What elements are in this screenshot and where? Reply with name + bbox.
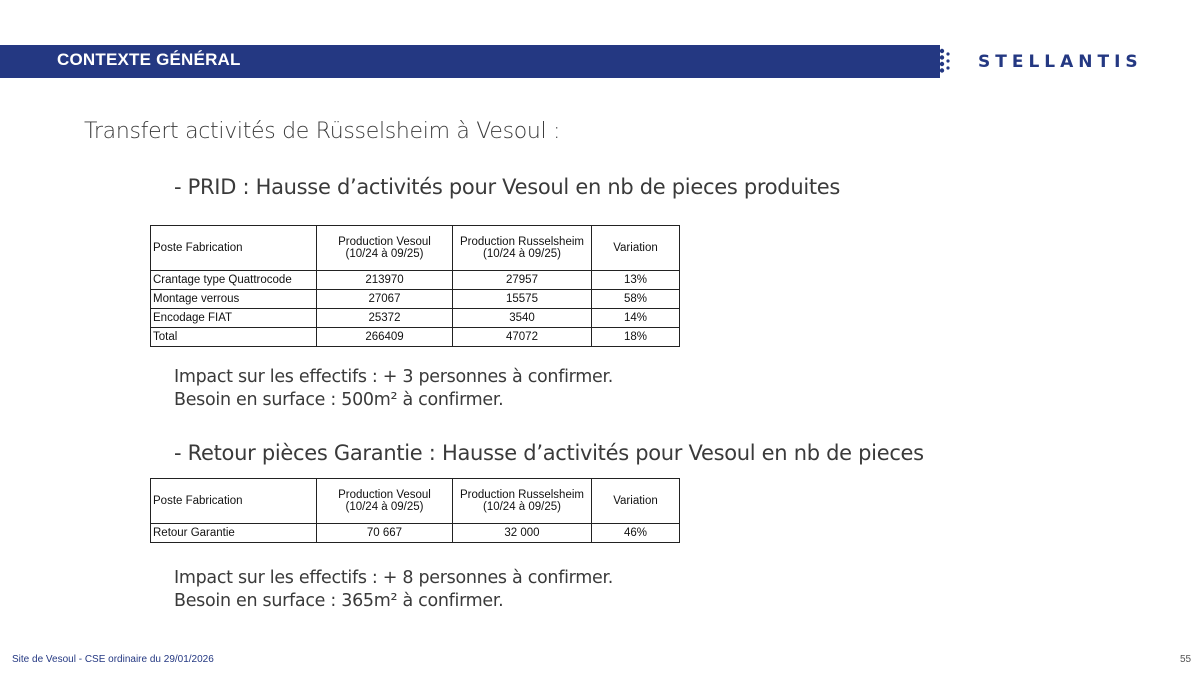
cell-poste: Total [151, 328, 317, 347]
garantie-table [150, 478, 680, 543]
table-row-total [151, 328, 680, 347]
page-number: 55 [1180, 654, 1192, 665]
table-row [151, 309, 680, 328]
cell-vesoul: 266409 [317, 328, 453, 347]
surface-need-text: Besoin en surface : 500m² à confirmer. [174, 390, 504, 410]
surface-need-text: Besoin en surface : 365m² à confirmer. [174, 591, 504, 611]
cell-poste: Encodage FIAT [151, 309, 317, 328]
header-russelsheim: Production Russelsheim (10/24 à 09/25) [453, 226, 592, 271]
cell-variation: 46% [592, 524, 680, 543]
cell-poste: Montage verrous [151, 290, 317, 309]
cell-russelsheim: 32 000 [453, 524, 592, 543]
section1-subtitle: - PRID : Hausse d’activités pour Vesoul en nb de pieces produites [174, 175, 841, 199]
footer-caption: Site de Vesoul - CSE ordinaire du 29/01/2026 [12, 654, 214, 665]
staff-impact-text: Impact sur les effectifs : + 8 personnes à confirmer. [174, 568, 613, 588]
table-row [151, 524, 680, 543]
header-variation: Variation [592, 479, 680, 524]
header-poste: Poste Fabrication [151, 479, 317, 524]
header-vesoul: Production Vesoul (10/24 à 09/25) [317, 479, 453, 524]
header-variation: Variation [592, 226, 680, 271]
table-row [151, 290, 680, 309]
brand-dots-icon [936, 45, 956, 78]
prid-table [150, 225, 680, 347]
cell-variation: 58% [592, 290, 680, 309]
cell-russelsheim: 27957 [453, 271, 592, 290]
cell-russelsheim: 3540 [453, 309, 592, 328]
intro-heading: Transfert activités de Rüsselsheim à Vesoul : [84, 119, 561, 144]
stellantis-logo: STELLANTIS [978, 52, 1143, 72]
slide-title: CONTEXTE GÉNÉRAL [57, 50, 241, 69]
section2-notes [174, 567, 613, 613]
header-russelsheim: Production Russelsheim (10/24 à 09/25) [453, 479, 592, 524]
cell-poste: Crantage type Quattrocode [151, 271, 317, 290]
cell-vesoul: 70 667 [317, 524, 453, 543]
section1-notes [174, 366, 613, 412]
table-header-row [151, 479, 680, 524]
cell-russelsheim: 47072 [453, 328, 592, 347]
staff-impact-text: Impact sur les effectifs : + 3 personnes à confirmer. [174, 367, 613, 387]
cell-poste: Retour Garantie [151, 524, 317, 543]
cell-variation: 14% [592, 309, 680, 328]
cell-vesoul: 213970 [317, 271, 453, 290]
cell-russelsheim: 15575 [453, 290, 592, 309]
table-header-row [151, 226, 680, 271]
cell-vesoul: 25372 [317, 309, 453, 328]
table-row [151, 271, 680, 290]
section2-subtitle: - Retour pièces Garantie : Hausse d’activités pour Vesoul en nb de pieces [174, 441, 924, 465]
cell-vesoul: 27067 [317, 290, 453, 309]
header-vesoul: Production Vesoul (10/24 à 09/25) [317, 226, 453, 271]
header-poste: Poste Fabrication [151, 226, 317, 271]
cell-variation: 13% [592, 271, 680, 290]
cell-variation: 18% [592, 328, 680, 347]
